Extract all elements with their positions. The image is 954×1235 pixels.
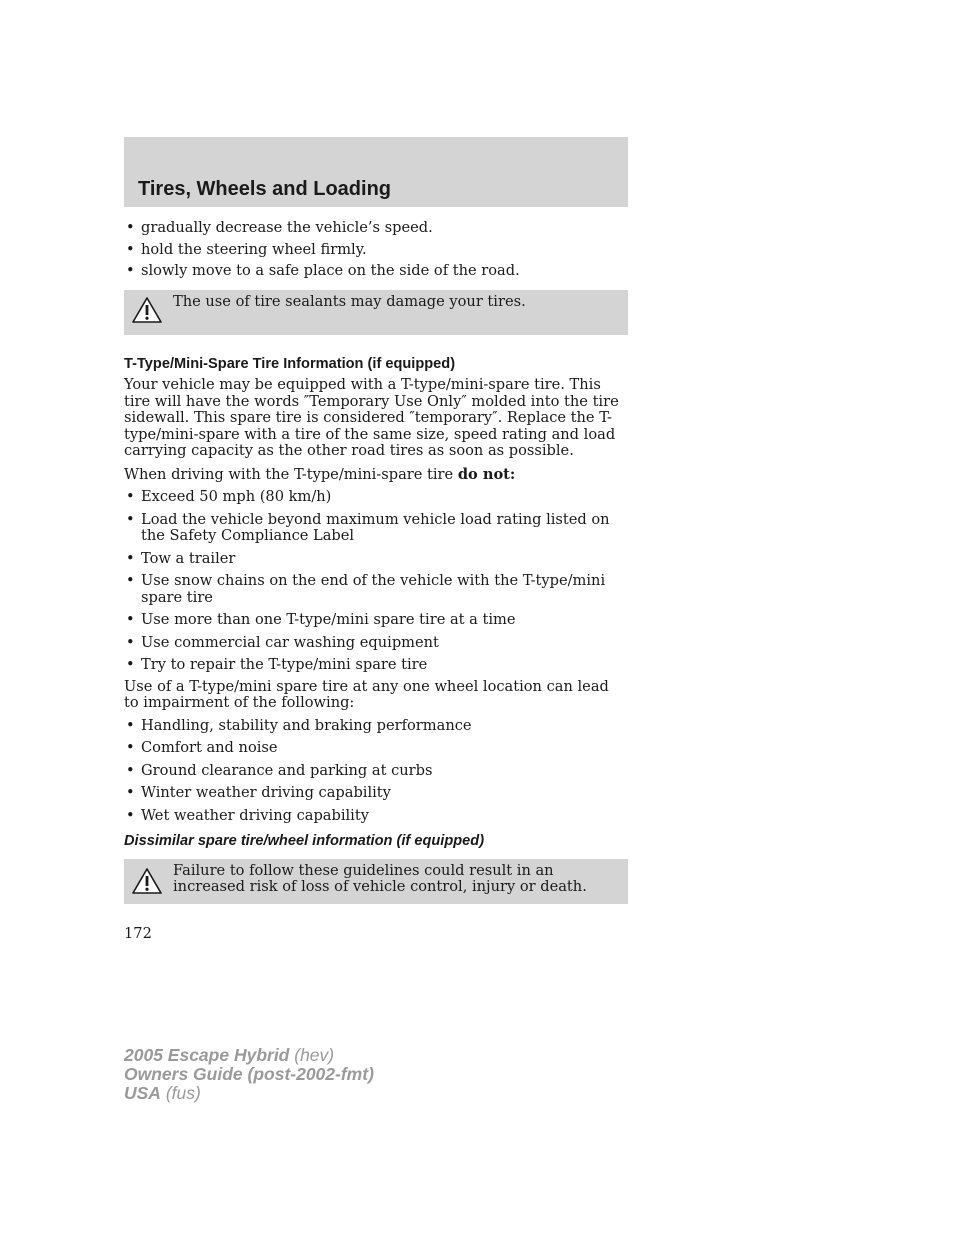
- section-header-bar: [124, 137, 628, 207]
- warning-triangle-icon: [131, 296, 163, 324]
- list-item: • Wet weather driving capability: [124, 808, 628, 825]
- list-item: • Exceed 50 mph (80 km/h): [124, 489, 628, 506]
- lead-text: When driving with the T-type/mini-spare tire: [124, 465, 458, 483]
- paragraph-t-type-intro: Your vehicle may be equipped with a T-type/mini-spare tire. This tire will have the words ″Temporary Use Only″ molded into the tire sidewall. This spare tire is considered ″temporary″. Replace the T-type/mini-spare with a tire of the same size, speed rating and load carrying capacity as the other road tires as soon as possible.: [124, 376, 619, 459]
- footer-market-code: (fus): [160, 1083, 201, 1103]
- footer-guide-name: Owners Guide (post-2002-fmt): [124, 1064, 374, 1084]
- list-item: • slowly move to a safe place on the side of the road.: [124, 263, 628, 280]
- impairment-bullet-list: [124, 718, 628, 825]
- page-number: 172: [124, 925, 152, 942]
- warning-box-sealants: [124, 290, 628, 335]
- intro-bullet-list: [124, 220, 628, 280]
- list-item: • Use commercial car washing equipment: [124, 635, 628, 652]
- page-content: [124, 220, 628, 904]
- section-heading-dissimilar-spare: Dissimilar spare tire/wheel information (if equipped): [124, 833, 485, 849]
- section-heading-t-type: T-Type/Mini-Spare Tire Information (if equipped): [124, 355, 456, 372]
- warning-box-guidelines: [124, 859, 628, 904]
- footer-model-code: (hev): [289, 1045, 335, 1065]
- list-item: • Try to repair the T-type/mini spare tire: [124, 657, 628, 674]
- footer-line-model: [124, 1046, 374, 1065]
- paragraph-impairment: Use of a T-type/mini spare tire at any one wheel location can lead to impairment of the following:: [124, 677, 609, 711]
- warning-text: Failure to follow these guidelines could result in an increased risk of loss of vehicle control, injury or death.: [173, 861, 587, 895]
- list-item: • Winter weather driving capability: [124, 785, 628, 802]
- do-not-bullet-list: [124, 489, 628, 674]
- footer-market-name: USA: [124, 1083, 161, 1103]
- paragraph-do-not-lead: [124, 467, 628, 484]
- list-item: • Use snow chains on the end of the vehicle with the T-type/mini spare tire: [124, 573, 628, 606]
- list-item: • Use more than one T-type/mini spare tire at a time: [124, 612, 628, 629]
- list-item: • gradually decrease the vehicle’s speed.: [124, 220, 628, 237]
- list-item: • Comfort and noise: [124, 740, 628, 757]
- list-item: • Handling, stability and braking performance: [124, 718, 628, 735]
- lead-bold-text: do not:: [457, 465, 516, 483]
- footer-line-market: [124, 1084, 374, 1103]
- footer-model-name: 2005 Escape Hybrid: [124, 1045, 290, 1065]
- list-item: • hold the steering wheel firmly.: [124, 242, 628, 259]
- section-title: Tires, Wheels and Loading: [138, 178, 392, 200]
- list-item: • Ground clearance and parking at curbs: [124, 763, 628, 780]
- footer-line-guide: [124, 1065, 374, 1084]
- warning-triangle-icon: [131, 867, 163, 895]
- list-item: • Load the vehicle beyond maximum vehicle load rating listed on the Safety Compliance Label: [124, 512, 628, 545]
- list-item: • Tow a trailer: [124, 551, 628, 568]
- document-footer: [124, 1046, 374, 1103]
- warning-text: The use of tire sealants may damage your tires.: [173, 292, 526, 310]
